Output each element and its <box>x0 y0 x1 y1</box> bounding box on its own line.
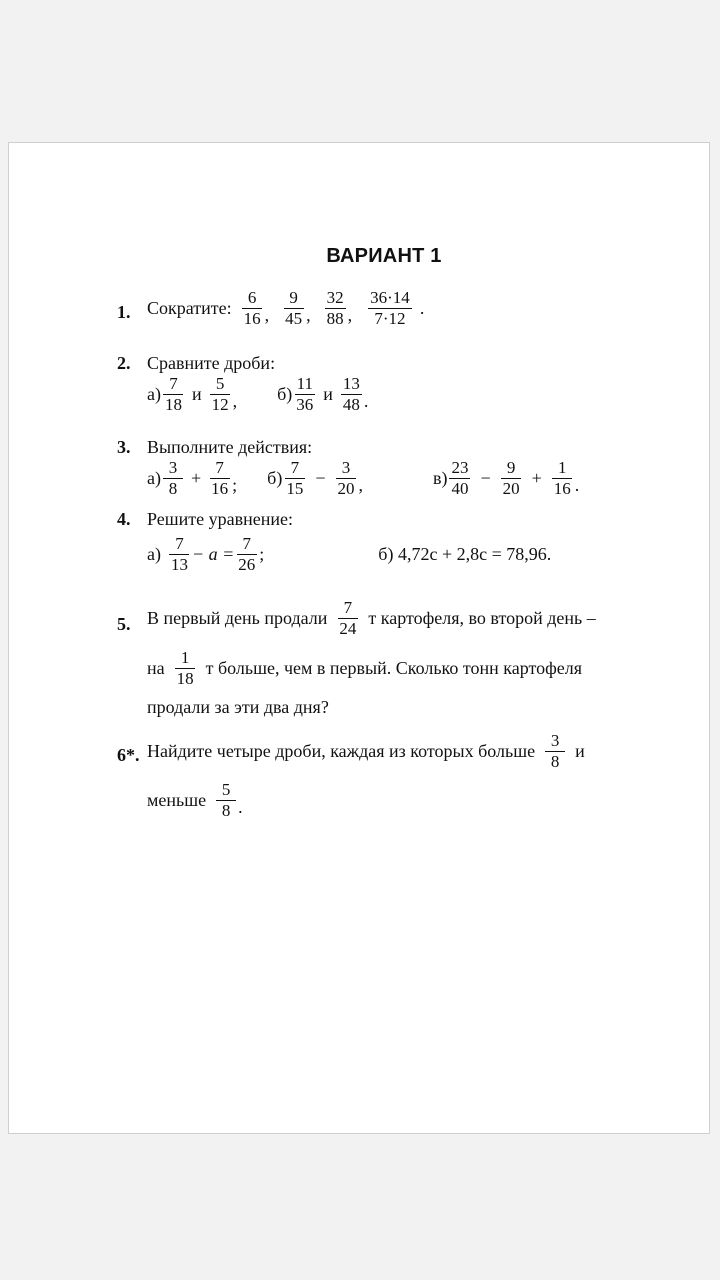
task2-frac-a1: $\frac{7}{18}$ <box>164 374 182 415</box>
task3-frac-a1: $\frac{3}{8}$ <box>163 459 183 499</box>
task1-number: 1. <box>117 302 131 322</box>
task2-frac-b2: $\frac{13}{48}$ <box>342 374 360 415</box>
task2-frac-a2: $\frac{5}{12}$ <box>211 374 229 415</box>
task4-frac-a2: $\frac{7}{26}$ <box>238 534 256 575</box>
task2-row: а) $\frac{7}{18}$ и $\frac{5}{12}$ , б) $\frac{11}{36}$ и $\frac{13}{48}$ . <box>147 374 369 415</box>
task6-line2: меньше $\frac{5}{8}$ . <box>147 780 243 821</box>
task3-frac-a2: $\frac{7}{16}$ <box>211 458 229 499</box>
task4-a-middle: − a = <box>191 544 235 565</box>
task3-number: 3. <box>117 437 131 457</box>
task4-row: а) $\frac{7}{13}$ − a = $\frac{7}{26}$ ; б) 4,72c + 2,8c = 78,96. <box>147 534 552 575</box>
task4-frac-a1: $\frac{7}{13}$ <box>170 534 188 575</box>
task4-b-equation: б) 4,72c + 2,8c = 78,96. <box>378 544 552 565</box>
task2-text: Сравните дроби: <box>147 353 276 373</box>
task2-number: 2. <box>117 353 131 373</box>
task3-frac-c3: $\frac{1}{16}$ <box>553 458 571 499</box>
task6-line1: Найдите четыре дроби, каждая из которых больше $\frac{3}{8}$ и <box>147 731 585 772</box>
task5-frac-1: $\frac{7}{24}$ <box>339 598 357 639</box>
task5-line3: продали за эти два дня? <box>147 697 329 717</box>
task1-frac-2: $\frac{9}{45}$ <box>285 288 303 329</box>
task1-text: Сократите: <box>147 298 232 319</box>
task1-frac-3: $\frac{32}{88}$ <box>326 288 344 329</box>
task6-number: 6*. <box>117 745 140 765</box>
task4-number: 4. <box>117 509 131 529</box>
task1-row: Сократите: $\frac{6}{16}$ , $\frac{9}{45}$ , $\frac{32}{88}$ , $\frac{36\cdot 14}{7\cdot 12}$ . <box>147 288 425 329</box>
task2-b-label: б) <box>277 384 293 405</box>
task5-line1: В первый день продали $\frac{7}{24}$ т картофеля, во второй день – <box>147 598 596 639</box>
task2-a-label: а) <box>147 384 161 405</box>
task1-frac-4: $\frac{36\cdot 14}{7\cdot 12}$ <box>370 288 410 329</box>
task3-frac-c1: $\frac{23}{40}$ <box>451 458 469 499</box>
task4-text: Решите уравнение: <box>147 509 293 529</box>
task6-frac-1: $\frac{3}{8}$ <box>545 732 565 772</box>
worksheet-page <box>8 142 710 1134</box>
task5-number: 5. <box>117 614 131 634</box>
task3-text: Выполните действия: <box>147 437 313 457</box>
task3-row: а) $\frac{3}{8}$ + $\frac{7}{16}$ ; б) $\frac{7}{15}$ − $\frac{3}{20}$ , в) $\frac{23}{40}$ − $\frac{9}{20}$ + $\frac{1}{16}$ . <box>147 458 580 499</box>
task6-frac-2: $\frac{5}{8}$ <box>216 781 236 821</box>
task5-line2: на $\frac{1}{18}$ т больше, чем в первый. Сколько тонн картофеля <box>147 648 583 689</box>
task2-frac-b1: $\frac{11}{36}$ <box>296 374 314 415</box>
task3-frac-b2: $\frac{3}{20}$ <box>337 458 355 499</box>
task3-frac-b1: $\frac{7}{15}$ <box>286 458 304 499</box>
task3-frac-c2: $\frac{9}{20}$ <box>502 458 520 499</box>
task1-frac-1: $\frac{6}{16}$ <box>243 288 261 329</box>
page-title: ВАРИАНТ 1 <box>326 245 442 267</box>
task5-frac-2: $\frac{1}{18}$ <box>176 648 194 689</box>
